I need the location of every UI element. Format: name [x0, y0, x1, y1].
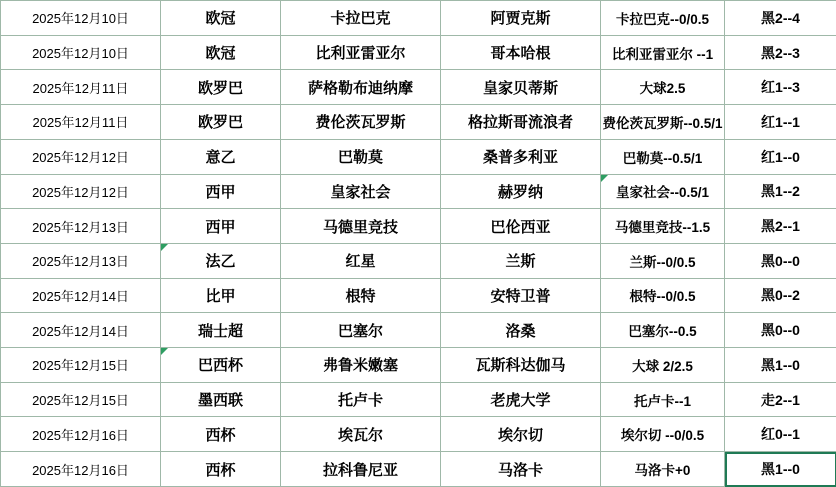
cell-home-team[interactable]: 比利亚雷亚尔	[281, 35, 441, 70]
cell-league[interactable]: 西杯	[161, 452, 281, 487]
cell-league[interactable]: 瑞士超	[161, 313, 281, 348]
table-row	[1, 139, 836, 174]
cell-home-team[interactable]: 拉科鲁尼亚	[281, 452, 441, 487]
table-row	[1, 1, 836, 36]
cell-result[interactable]: 走2--1	[725, 382, 836, 417]
table-row	[1, 417, 836, 452]
cell-home-team[interactable]: 红星	[281, 243, 441, 278]
cell-league[interactable]: 墨西联	[161, 382, 281, 417]
cell-pick[interactable]: 卡拉巴克--0/0.5	[601, 1, 725, 36]
table-row	[1, 243, 836, 278]
cell-league[interactable]: 欧罗巴	[161, 105, 281, 140]
cell-league[interactable]: 巴西杯	[161, 348, 281, 383]
cell-pick[interactable]: 托卢卡--1	[601, 382, 725, 417]
table-row	[1, 70, 836, 105]
table-row	[1, 174, 836, 209]
cell-date[interactable]: 2025年12月16日	[1, 452, 161, 487]
cell-away-team[interactable]: 安特卫普	[441, 278, 601, 313]
cell-pick[interactable]: 大球2.5	[601, 70, 725, 105]
cell-away-team[interactable]: 皇家贝蒂斯	[441, 70, 601, 105]
cell-league[interactable]: 西甲	[161, 209, 281, 244]
cell-away-team[interactable]: 埃尔切	[441, 417, 601, 452]
cell-result[interactable]: 黑1--2	[725, 174, 836, 209]
cell-result[interactable]: 红1--3	[725, 70, 836, 105]
cell-pick[interactable]: 皇家社会--0.5/1	[601, 174, 725, 209]
cell-league[interactable]: 欧冠	[161, 1, 281, 36]
cell-pick[interactable]: 费伦茨瓦罗斯--0.5/1	[601, 105, 725, 140]
table-row	[1, 382, 836, 417]
table-row	[1, 209, 836, 244]
cell-date[interactable]: 2025年12月15日	[1, 348, 161, 383]
cell-date[interactable]: 2025年12月10日	[1, 1, 161, 36]
cell-pick[interactable]: 大球 2/2.5	[601, 348, 725, 383]
cell-pick[interactable]: 比利亚雷亚尔 --1	[601, 35, 725, 70]
cell-result[interactable]: 红1--0	[725, 139, 836, 174]
cell-result[interactable]: 黑0--0	[725, 243, 836, 278]
cell-result[interactable]: 黑2--1	[725, 209, 836, 244]
table-row	[1, 35, 836, 70]
cell-result[interactable]: 黑0--0	[725, 313, 836, 348]
cell-date[interactable]: 2025年12月14日	[1, 278, 161, 313]
cell-pick[interactable]: 马德里竞技--1.5	[601, 209, 725, 244]
cell-home-team[interactable]: 皇家社会	[281, 174, 441, 209]
table-row	[1, 313, 836, 348]
cell-home-team[interactable]: 巴勒莫	[281, 139, 441, 174]
cell-pick[interactable]: 兰斯--0/0.5	[601, 243, 725, 278]
cell-away-team[interactable]: 马洛卡	[441, 452, 601, 487]
cell-date[interactable]: 2025年12月12日	[1, 139, 161, 174]
cell-home-team[interactable]: 马德里竞技	[281, 209, 441, 244]
cell-pick[interactable]: 巴勒莫--0.5/1	[601, 139, 725, 174]
cell-date[interactable]: 2025年12月10日	[1, 35, 161, 70]
cell-pick[interactable]: 巴塞尔--0.5	[601, 313, 725, 348]
cell-pick[interactable]: 埃尔切 --0/0.5	[601, 417, 725, 452]
cell-result[interactable]: 红1--1	[725, 105, 836, 140]
cell-date[interactable]: 2025年12月16日	[1, 417, 161, 452]
cell-home-team[interactable]: 萨格勒布迪纳摩	[281, 70, 441, 105]
cell-league[interactable]: 法乙	[161, 243, 281, 278]
table-row	[1, 452, 836, 487]
cell-pick[interactable]: 根特--0/0.5	[601, 278, 725, 313]
cell-date[interactable]: 2025年12月13日	[1, 209, 161, 244]
cell-league[interactable]: 欧罗巴	[161, 70, 281, 105]
cell-home-team[interactable]: 卡拉巴克	[281, 1, 441, 36]
cell-result[interactable]: 黑2--3	[725, 35, 836, 70]
cell-home-team[interactable]: 巴塞尔	[281, 313, 441, 348]
cell-home-team[interactable]: 费伦茨瓦罗斯	[281, 105, 441, 140]
cell-home-team[interactable]: 根特	[281, 278, 441, 313]
cell-away-team[interactable]: 哥本哈根	[441, 35, 601, 70]
cell-league[interactable]: 欧冠	[161, 35, 281, 70]
table-row	[1, 278, 836, 313]
cell-date[interactable]: 2025年12月14日	[1, 313, 161, 348]
cell-result[interactable]: 黑0--2	[725, 278, 836, 313]
cell-pick[interactable]: 马洛卡+0	[601, 452, 725, 487]
cell-result[interactable]: 黑2--4	[725, 1, 836, 36]
cell-date[interactable]: 2025年12月15日	[1, 382, 161, 417]
cell-home-team[interactable]: 埃瓦尔	[281, 417, 441, 452]
cell-date[interactable]: 2025年12月11日	[1, 105, 161, 140]
table-row	[1, 105, 836, 140]
cell-home-team[interactable]: 弗鲁米嫩塞	[281, 348, 441, 383]
cell-league[interactable]: 意乙	[161, 139, 281, 174]
cell-home-team[interactable]: 托卢卡	[281, 382, 441, 417]
cell-date[interactable]: 2025年12月12日	[1, 174, 161, 209]
table-body	[1, 1, 836, 487]
cell-away-team[interactable]: 格拉斯哥流浪者	[441, 105, 601, 140]
cell-away-team[interactable]: 老虎大学	[441, 382, 601, 417]
cell-date[interactable]: 2025年12月11日	[1, 70, 161, 105]
cell-away-team[interactable]: 巴伦西亚	[441, 209, 601, 244]
cell-away-team[interactable]: 桑普多利亚	[441, 139, 601, 174]
cell-league[interactable]: 西杯	[161, 417, 281, 452]
cell-result[interactable]: 红0--1	[725, 417, 836, 452]
cell-away-team[interactable]: 兰斯	[441, 243, 601, 278]
cell-away-team[interactable]: 阿贾克斯	[441, 1, 601, 36]
cell-away-team[interactable]: 赫罗纳	[441, 174, 601, 209]
cell-league[interactable]: 比甲	[161, 278, 281, 313]
cell-result[interactable]: 黑1--0	[725, 348, 836, 383]
cell-away-team[interactable]: 洛桑	[441, 313, 601, 348]
table-row	[1, 348, 836, 383]
cell-result-selected[interactable]: 黑1--0	[725, 452, 836, 487]
cell-away-team[interactable]: 瓦斯科达伽马	[441, 348, 601, 383]
cell-date[interactable]: 2025年12月13日	[1, 243, 161, 278]
cell-league[interactable]: 西甲	[161, 174, 281, 209]
